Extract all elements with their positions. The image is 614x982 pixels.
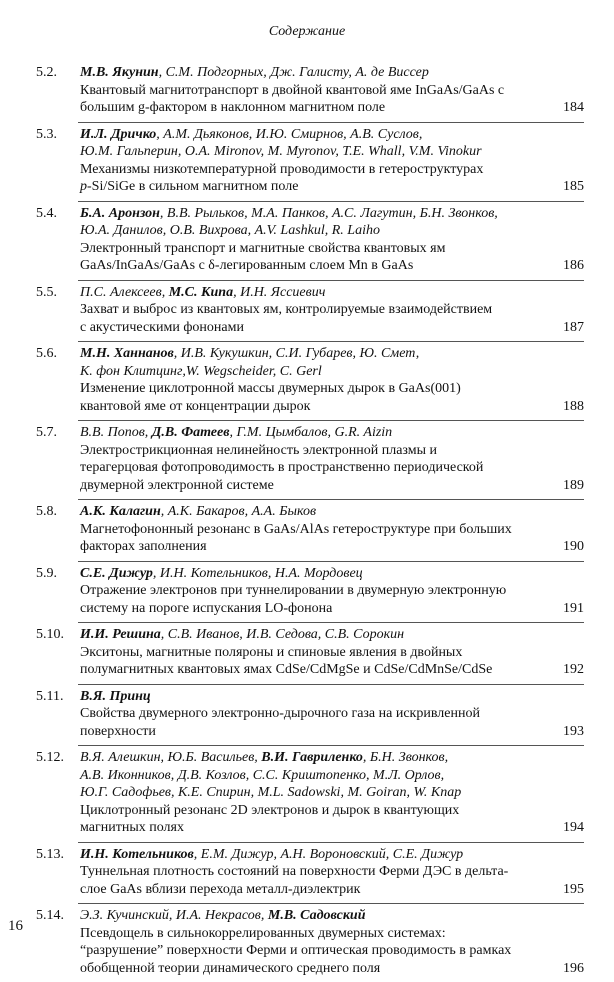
entry-number: 5.11. bbox=[36, 688, 64, 704]
entry-authors: Э.З. Кучинский, И.А. Некрасов, М.В. Садовский bbox=[80, 908, 366, 923]
entry-page-number: 193 bbox=[563, 723, 584, 739]
entry-number: 5.13. bbox=[36, 846, 64, 862]
entry-title: Электрострикционная нелинейность электронной плазмы и bbox=[80, 442, 437, 458]
entry-divider bbox=[78, 745, 584, 746]
entry-number: 5.2. bbox=[36, 65, 57, 80]
entry-body bbox=[80, 688, 538, 741]
entry-divider bbox=[78, 842, 584, 843]
entry-body bbox=[80, 846, 538, 899]
entry-body bbox=[80, 749, 538, 837]
contents-list bbox=[0, 60, 614, 982]
entry-title: факторах заполнения bbox=[80, 539, 207, 554]
entry-body bbox=[80, 126, 538, 196]
entry-body bbox=[80, 345, 538, 415]
entry-authors: В.В. Попов, Д.В. Фатеев, Г.М. Цымбалов, G.R. Aizin bbox=[80, 425, 393, 440]
contents-entry bbox=[0, 499, 614, 561]
contents-entry bbox=[0, 341, 614, 420]
entry-body bbox=[80, 626, 538, 679]
entry-title: Свойства двумерного электронно-дырочного газа на искривленной bbox=[80, 706, 480, 721]
entry-title: магнитных полях bbox=[80, 820, 184, 835]
entry-number: 5.10. bbox=[36, 627, 64, 642]
entry-divider bbox=[78, 420, 584, 421]
entry-authors: И.Н. Котельников, Е.М. Дижур, А.Н. Вороновский, С.Е. Дижур bbox=[80, 846, 464, 862]
entry-title: полумагнитных квантовых ямах CdSe/CdMgSe и CdSe/CdMnSe/CdSe bbox=[80, 662, 493, 677]
entry-page-number: 195 bbox=[563, 881, 584, 897]
entry-page-number: 196 bbox=[563, 960, 584, 976]
entry-authors: П.С. Алексеев, М.С. Кипа, И.Н. Яссиевич bbox=[80, 284, 326, 300]
entry-title: терагерцовая фотопроводимость в пространственно периодической bbox=[80, 460, 484, 475]
entry-title: двумерной электронной системе bbox=[80, 477, 274, 493]
entry-title: систему на пороге испускания LO-фонона bbox=[80, 600, 333, 616]
entry-authors: М.Н. Ханнанов, И.В. Кукушкин, С.И. Губарев, Ю. Смет, bbox=[80, 346, 420, 361]
contents-entry bbox=[0, 201, 614, 280]
entry-title: большим g-фактором в наклонном магнитном поле bbox=[80, 100, 386, 115]
entry-divider bbox=[78, 684, 584, 685]
entry-authors: Б.А. Аронзон, В.В. Рыльков, М.А. Панков, А.С. Лагутин, Б.Н. Звонков, bbox=[80, 205, 498, 221]
entry-page-number: 186 bbox=[563, 258, 584, 273]
contents-entry bbox=[0, 622, 614, 684]
entry-page-number: 184 bbox=[563, 100, 584, 115]
entry-authors: С.Е. Дижур, И.Н. Котельников, Н.А. Мордовец bbox=[80, 565, 363, 581]
entry-number: 5.4. bbox=[36, 205, 57, 221]
entry-title: Изменение циклотронной массы двумерных дырок в GaAs(001) bbox=[80, 381, 461, 396]
entry-body bbox=[80, 907, 538, 977]
entry-title: “разрушение” поверхности Ферми и оптическая проводимость в рамках bbox=[80, 943, 512, 958]
contents-entry bbox=[0, 280, 614, 342]
entry-page-number: 185 bbox=[563, 179, 584, 194]
entry-page-number: 190 bbox=[563, 539, 584, 554]
contents-entry bbox=[0, 842, 614, 904]
contents-entry bbox=[0, 903, 614, 982]
entry-body bbox=[80, 284, 538, 337]
entry-number: 5.8. bbox=[36, 504, 57, 519]
entry-authors: Ю.М. Гальперин, O.A. Mironov, M. Myronov, T.E. Whall, V.M. Vinokur bbox=[80, 144, 482, 159]
entry-divider bbox=[78, 903, 584, 904]
entry-divider bbox=[78, 122, 584, 123]
entry-title: Экситоны, магнитные поляроны и спиновые явления в двойных bbox=[80, 644, 463, 660]
entry-divider bbox=[78, 561, 584, 562]
entry-divider bbox=[78, 622, 584, 623]
entry-authors: М.В. Якунин, С.М. Подгорных, Дж. Галисту, А. де Виссер bbox=[80, 65, 429, 80]
entry-authors: Ю.А. Данилов, О.В. Вихрова, A.V. Lashkul, R. Laiho bbox=[80, 223, 380, 238]
entry-divider bbox=[78, 280, 584, 281]
entry-title: поверхности bbox=[80, 723, 156, 739]
entry-divider bbox=[78, 201, 584, 202]
entry-page-number: 187 bbox=[563, 319, 584, 335]
entry-number: 5.3. bbox=[36, 126, 57, 142]
entry-authors: Ю.Г. Садофьев, К.Е. Спирин, M.L. Sadowski, M. Goiran, W. Кпар bbox=[80, 785, 462, 800]
entry-title: p-Si/SiGe в сильном магнитном поле bbox=[80, 179, 299, 194]
page-number: 16 bbox=[8, 918, 23, 934]
entry-title: Магнетофононный резонанс в GaAs/AlAs гетероструктуре при больших bbox=[80, 521, 512, 537]
entry-body bbox=[80, 424, 538, 494]
entry-authors: А.В. Иконников, Д.В. Козлов, С.С. Криштопенко, М.Л. Орлов, bbox=[80, 767, 445, 783]
contents-entry bbox=[0, 420, 614, 499]
entry-divider bbox=[78, 341, 584, 342]
entry-title: квантовой яме от концентрации дырок bbox=[80, 398, 311, 414]
entry-divider bbox=[78, 499, 584, 500]
entry-page-number: 192 bbox=[563, 662, 584, 677]
entry-title: слое GaAs вблизи перехода металл-диэлектрик bbox=[80, 881, 361, 897]
entry-title: Циклотронный резонанс 2D электронов и дырок в квантующих bbox=[80, 802, 460, 818]
entry-number: 5.6. bbox=[36, 346, 57, 361]
entry-page-number: 189 bbox=[563, 477, 584, 493]
entry-number: 5.9. bbox=[36, 565, 57, 581]
entry-title: Псевдощель в сильнокоррелированных двумерных системах: bbox=[80, 925, 446, 941]
contents-entry bbox=[0, 122, 614, 201]
entry-title: Электронный транспорт и магнитные свойства квантовых ям bbox=[80, 240, 446, 256]
contents-entry bbox=[0, 60, 614, 122]
entry-title: Механизмы низкотемпературной проводимости в гетероструктурах bbox=[80, 161, 484, 177]
entry-page-number: 188 bbox=[563, 398, 584, 414]
entry-number: 5.12. bbox=[36, 750, 64, 765]
entry-number: 5.14. bbox=[36, 908, 64, 923]
entry-body bbox=[80, 565, 538, 618]
contents-entry bbox=[0, 745, 614, 842]
page-header-title: Содержание bbox=[268, 24, 346, 39]
entry-authors: И.Л. Дричко, А.М. Дьяконов, И.Ю. Смирнов, А.В. Суслов, bbox=[80, 126, 423, 142]
entry-authors: В.Я. Алешкин, Ю.Б. Васильев, В.И. Гавриленко, Б.Н. Звонков, bbox=[80, 750, 449, 765]
entry-title: Захват и выброс из квантовых ям, контролируемые взаимодействием bbox=[80, 302, 493, 317]
entry-title: с акустическими фононами bbox=[80, 319, 244, 335]
entry-title: GaAs/InGaAs/GaAs с δ-легированным слоем Mn в GaAs bbox=[80, 258, 414, 273]
entry-body bbox=[80, 205, 538, 275]
entry-authors: И.И. Решина, С.В. Иванов, И.В. Седова, С.В. Сорокин bbox=[80, 627, 405, 642]
entry-title: Отражение электронов при туннелировании в двумерную электронную bbox=[80, 583, 507, 598]
entry-authors: В.Я. Принц bbox=[80, 688, 151, 704]
entry-title: Туннельная плотность состояний на поверхности Ферми ДЭС в дельта- bbox=[80, 864, 509, 879]
entry-authors: К. фон Клитцинг,W. Wegscheider, C. Gerl bbox=[80, 363, 322, 379]
entry-body bbox=[80, 503, 538, 556]
entry-page-number: 194 bbox=[563, 820, 584, 835]
entry-title: Квантовый магнитотранспорт в двойной квантовой яме InGaAs/GaAs с bbox=[80, 82, 505, 98]
entry-title: обобщенной теории динамического среднего поля bbox=[80, 960, 381, 976]
entry-number: 5.5. bbox=[36, 284, 57, 300]
entry-authors: А.К. Калагин, А.К. Бакаров, А.А. Быков bbox=[80, 504, 317, 519]
entry-number: 5.7. bbox=[36, 425, 57, 440]
entry-page-number: 191 bbox=[563, 600, 584, 616]
contents-entry bbox=[0, 561, 614, 623]
entry-body bbox=[80, 64, 538, 117]
contents-entry bbox=[0, 684, 614, 746]
